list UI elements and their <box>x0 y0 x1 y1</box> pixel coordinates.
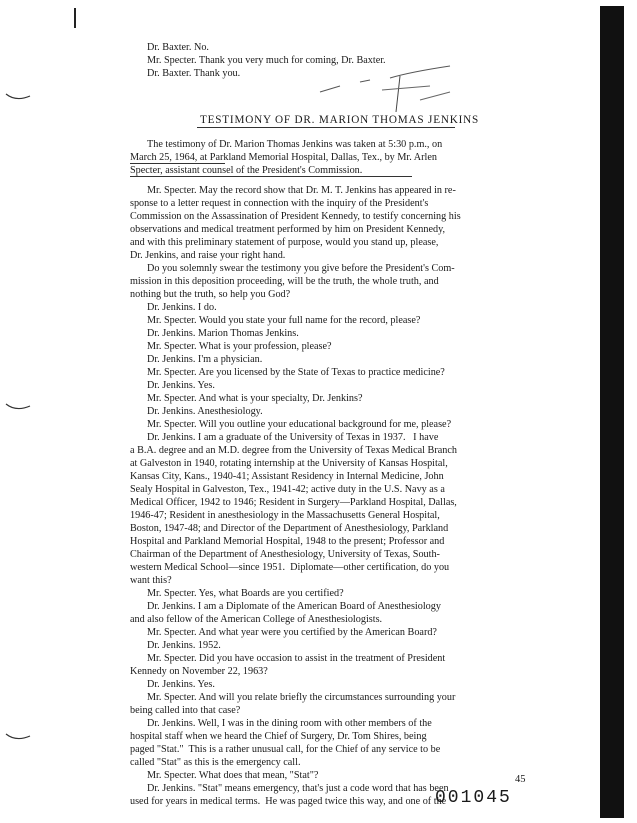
margin-punch-mark <box>4 92 32 102</box>
handwritten-underline <box>130 163 225 164</box>
text-line: hospital staff when we heard the Chief of Surgery, Dr. Tom Shires, being <box>130 731 427 742</box>
text-line: Sealy Hospital in Galveston, Tex., 1941-42; active duty in the U.S. Navy as a <box>130 484 445 495</box>
text-line: Dr. Jenkins. 1952. <box>147 640 221 651</box>
text-line: Dr. Jenkins, and raise your right hand. <box>130 250 286 261</box>
text-line: observations and medical treatment performed by him on President Kennedy, <box>130 224 446 235</box>
text-line: Dr. Jenkins. Marion Thomas Jenkins. <box>147 328 299 339</box>
document-stamp-number: 001045 <box>435 788 512 808</box>
text-line: paged "Stat." This is a rather unusual call, for the Chief of any service to be <box>130 744 441 755</box>
text-line: Dr. Jenkins. I'm a physician. <box>147 354 263 365</box>
text-line: Dr. Jenkins. "Stat" means emergency, that's just a code word that has been <box>147 783 449 794</box>
text-line: Do you solemnly swear the testimony you give before the President's Com- <box>147 263 455 274</box>
text-line: western Medical School—since 1951. Diplomate—other certification, do you <box>130 562 450 573</box>
text-line: Chairman of the Department of Anesthesiology, University of Texas, South- <box>130 549 440 560</box>
text-line: Dr. Jenkins. Yes. <box>147 679 215 690</box>
text-line: used for years in medical terms. He was paged twice this way, and one of the <box>130 796 447 807</box>
handwritten-underline <box>130 176 412 177</box>
text-line: Mr. Specter. Did you have occasion to assist in the treatment of President <box>147 653 446 664</box>
text-line: Dr. Jenkins. Anesthesiology. <box>147 406 263 417</box>
text-line: The testimony of Dr. Marion Thomas Jenkins was taken at 5:30 p.m., on <box>147 139 443 150</box>
text-line: Mr. Specter. May the record show that Dr. M. T. Jenkins has appeared in re- <box>147 185 456 196</box>
text-line: and also fellow of the American College of Anesthesiologists. <box>130 614 383 625</box>
text-line: Mr. Specter. Thank you very much for coming, Dr. Baxter. <box>147 55 386 66</box>
title-underline <box>197 127 455 128</box>
text-line: Mr. Specter. And will you relate briefly the circumstances surrounding your <box>147 692 456 703</box>
text-line: called "Stat" as this is the emergency call. <box>130 757 301 768</box>
text-line: at Galveston in 1940, rotating internship at the University of Kansas Hospital, <box>130 458 448 469</box>
text-line: Dr. Baxter. Thank you. <box>147 68 241 79</box>
text-line: Mr. Specter. What is your profession, please? <box>147 341 332 352</box>
text-line: want this? <box>130 575 172 586</box>
text-line: Dr. Jenkins. I am a Diplomate of the American Board of Anesthesiology <box>147 601 441 612</box>
text-line: Boston, 1947-48; and Director of the Department of Anesthesiology, Parkland <box>130 523 449 534</box>
text-line: Dr. Jenkins. Well, I was in the dining room with other members of the <box>147 718 432 729</box>
text-line: 1946-47; Resident in anesthesiology in the Massachusetts General Hospital, <box>130 510 440 521</box>
text-line: Mr. Specter. Would you state your full name for the record, please? <box>147 315 421 326</box>
text-line: nothing but the truth, so help you God? <box>130 289 291 300</box>
text-line: mission in this deposition proceeding, will be the truth, the whole truth, and <box>130 276 439 287</box>
text-line: Mr. Specter. What does that mean, "Stat"? <box>147 770 319 781</box>
text-line: Kennedy on November 22, 1963? <box>130 666 268 677</box>
margin-tick-mark <box>74 8 76 28</box>
text-line: being called into that case? <box>130 705 241 716</box>
testimony-title: TESTIMONY OF DR. MARION THOMAS JENKINS <box>200 114 480 126</box>
text-line: Kansas City, Kans., 1940-41; Assistant Residency in Internal Medicine, John <box>130 471 444 482</box>
margin-punch-mark <box>4 732 32 742</box>
page-number: 45 <box>515 774 526 785</box>
text-line: Mr. Specter. And what year were you certified by the American Board? <box>147 627 437 638</box>
text-line: Hospital and Parkland Memorial Hospital, 1948 to the present; Professor and <box>130 536 445 547</box>
text-line: Dr. Jenkins. I am a graduate of the University of Texas in 1937. I have <box>147 432 439 443</box>
text-line: Dr. Baxter. No. <box>147 42 209 53</box>
text-line: Specter, assistant counsel of the President's Commission. <box>130 165 363 176</box>
text-line: Mr. Specter. Will you outline your educational background for me, please? <box>147 419 452 430</box>
text-line: and with this preliminary statement of purpose, would you stand up, please, <box>130 237 439 248</box>
text-line: sponse to a letter request in connection with the inquiry of the President's <box>130 198 429 209</box>
text-line: Medical Officer, 1942 to 1946; Resident in Surgery—Parkland Hospital, Dallas, <box>130 497 457 508</box>
margin-punch-mark <box>4 402 32 412</box>
text-line: a B.A. degree and an M.D. degree from the University of Texas Medical Branch <box>130 445 457 456</box>
text-line: Mr. Specter. Yes, what Boards are you certified? <box>147 588 344 599</box>
text-line: Mr. Specter. And what is your specialty, Dr. Jenkins? <box>147 393 363 404</box>
text-line: Commission on the Assassination of President Kennedy, to testify concerning his <box>130 211 461 222</box>
scan-edge-bar <box>600 6 624 818</box>
text-line: Dr. Jenkins. Yes. <box>147 380 215 391</box>
text-line: Dr. Jenkins. I do. <box>147 302 217 313</box>
text-line: Mr. Specter. Are you licensed by the State of Texas to practice medicine? <box>147 367 445 378</box>
text-line: March 25, 1964, at Parkland Memorial Hospital, Dallas, Tex., by Mr. Arlen <box>130 152 437 163</box>
